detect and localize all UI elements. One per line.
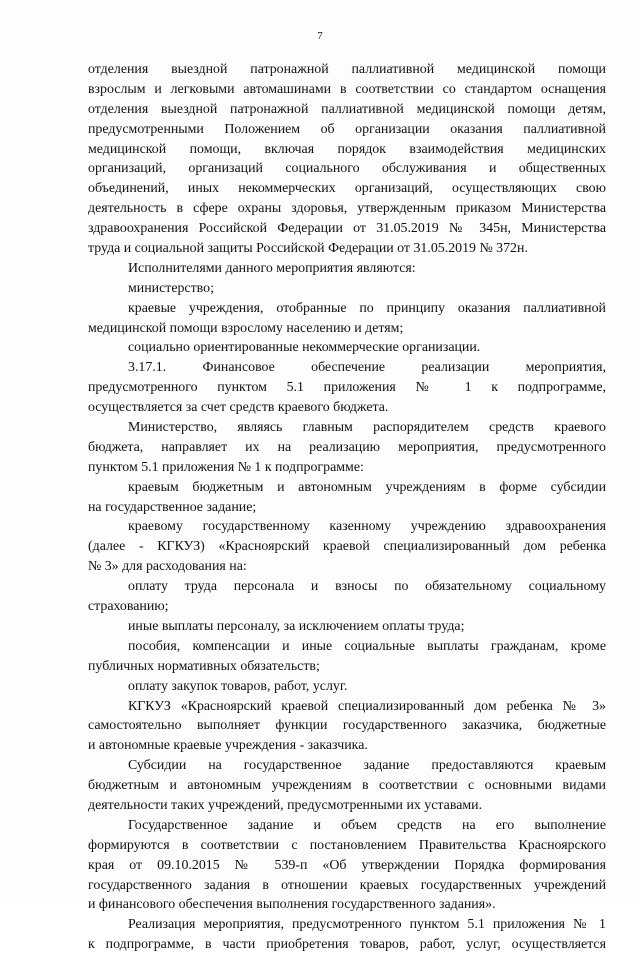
text-line: 3.17.1. Финансовое обеспечение реализации мероприятия, — [128, 360, 606, 376]
text-line: Субсидии на государственное задание предоставляются краевым — [128, 758, 606, 774]
text-line: края от 09.10.2015 № 539-п «Об утверждении Порядка формирования — [88, 857, 606, 873]
text-line: публичных нормативных обязательств; — [88, 658, 320, 674]
text-line: иные выплаты персоналу, за исключением оплаты труда; — [128, 618, 465, 634]
text-line: формируются в соответствии с постановлением Правительства Красноярского — [88, 837, 606, 853]
page-number: 7 — [317, 30, 323, 42]
text-line: государственного задания в отношении краевых государственных учреждений — [88, 877, 606, 893]
text-line: КГКУЗ «Красноярский краевой специализированный дом ребенка № 3» — [128, 698, 606, 714]
text-line: медицинской помощи взрослому населению и детям; — [88, 320, 404, 336]
text-line: бюджетным и автономным учреждениям в соответствии с основными видами — [88, 778, 606, 794]
text-line: социально ориентированные некоммерческие организации. — [128, 340, 481, 356]
text-line: Государственное задание и объем средств на его выполнение — [128, 817, 606, 833]
text-line: объединений, иных некоммерческих организаций, осуществляющих свою — [88, 181, 606, 197]
text-line: предусмотренного пунктом 5.1 приложения № 1 к подпрограмме, — [88, 380, 606, 396]
text-line: оплату закупок товаров, работ, услуг. — [128, 678, 348, 694]
paragraph — [88, 60, 606, 259]
text-line: краевым бюджетным и автономным учреждениям в форме субсидии — [128, 479, 606, 495]
paragraph — [88, 756, 606, 816]
text-line: пособия, компенсации и иные социальные выплаты гражданам, кроме — [128, 638, 606, 654]
paragraph — [88, 478, 606, 518]
paragraph — [88, 577, 606, 617]
text-line: отделения выездной патронажной паллиативной медицинской помощи — [88, 62, 606, 77]
text-line: пунктом 5.1 приложения № 1 к подпрограмме: — [88, 459, 364, 475]
paragraph — [88, 517, 606, 577]
text-line: взрослым и легковыми автомашинами в соответствии со стандартом оснащения — [88, 81, 606, 97]
text-line: страхованию; — [88, 599, 169, 615]
paragraph — [88, 259, 606, 279]
text-line: Реализация мероприятия, предусмотренного пунктом 5.1 приложения № 1 — [128, 917, 606, 933]
text-line: оплату труда персонала и взносы по обязательному социальному — [128, 579, 606, 595]
paragraph — [88, 338, 606, 358]
text-line: краевому государственному казенному учреждению здравоохранения — [128, 519, 606, 535]
text-line: бюджета, направляет их на реализацию мероприятия, предусмотренного — [88, 439, 606, 455]
text-line: деятельности таких учреждений, предусмотренными их уставами. — [88, 797, 483, 813]
paragraph — [88, 418, 606, 478]
text-line: предусмотренными Положением об организации оказания паллиативной — [88, 121, 606, 137]
text-line: отделения выездной патронажной паллиативной медицинской помощи детям, — [88, 101, 606, 117]
text-line: Исполнителями данного мероприятия являются: — [128, 260, 416, 276]
text-line: и финансового обеспечения выполнения государственного задания». — [88, 897, 496, 913]
text-line: министерство; — [128, 280, 214, 296]
text-line: деятельность в сфере охраны здоровья, утвержденным приказом Министерства — [88, 201, 606, 217]
text-line: медицинской помощи, включая порядок взаимодействия медицинских — [88, 141, 606, 157]
paragraph — [88, 299, 606, 339]
body-text — [88, 60, 606, 955]
paragraph — [88, 279, 606, 299]
text-line: труда и социальной защиты Российской Федерации от 31.05.2019 № 372н. — [88, 241, 528, 257]
paragraph — [88, 637, 606, 677]
text-line: (далее - КГКУЗ) «Красноярский краевой специализированный дом ребенка — [88, 539, 606, 555]
paragraph — [88, 816, 606, 915]
text-line: на государственное задание; — [88, 499, 257, 515]
text-line: и автономные краевые учреждения - заказчика. — [88, 738, 368, 754]
paragraph — [88, 915, 606, 955]
paragraph — [88, 677, 606, 697]
text-line: здравоохранения Российской Федерации от 31.05.2019 № 345н, Министерства — [88, 221, 606, 237]
text-line: к подпрограмме, в части приобретения товаров, работ, услуг, осуществляется — [88, 937, 606, 953]
paragraph — [88, 697, 606, 757]
text-line: самостоятельно выполняет функции государственного заказчика, бюджетные — [88, 718, 606, 734]
text-line: № 3» для расходования на: — [88, 559, 247, 575]
text-line: Министерство, являясь главным распорядителем средств краевого — [128, 420, 606, 436]
text-line: организаций, организаций социального обслуживания и общественных — [88, 161, 606, 177]
text-line: краевые учреждения, отобранные по принципу оказания паллиативной — [128, 300, 606, 316]
text-line: осуществляется за счет средств краевого бюджета. — [88, 400, 389, 416]
paragraph — [88, 358, 606, 418]
paragraph — [88, 617, 606, 637]
